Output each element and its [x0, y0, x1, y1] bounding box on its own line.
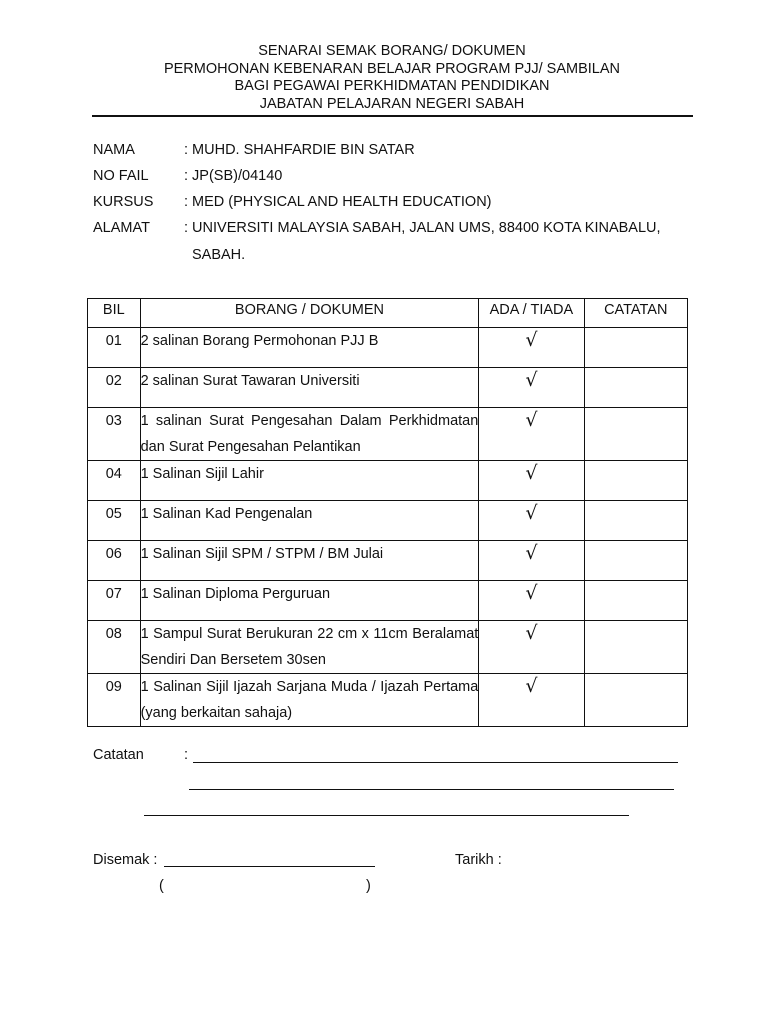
row-catatan [584, 674, 688, 727]
table-row [88, 621, 688, 674]
row-document: 1 Salinan Diploma Perguruan [140, 581, 479, 621]
notes-label: Catatan [93, 747, 144, 763]
header-department: BAGI PEGAWAI PERKHIDMATAN PENDIDIKAN [234, 78, 550, 94]
tarikh-label: Tarikh : [455, 852, 502, 868]
alamat-value-line2: SABAH. [192, 247, 246, 263]
row-document: 2 salinan Surat Tawaran Universiti [140, 368, 479, 408]
kursus-value: : MED (PHYSICAL AND HEALTH EDUCATION) [184, 194, 492, 210]
row-catatan [584, 368, 688, 408]
nofail-label: NO FAIL [93, 168, 149, 184]
row-bil: 03 [88, 408, 141, 461]
checkmark-icon: √ [479, 674, 584, 727]
notes-line-1[interactable] [193, 762, 678, 763]
disemak-label: Disemak : [93, 852, 158, 868]
document-header [0, 43, 768, 113]
table-row [88, 581, 688, 621]
col-header-ada-tiada: ADA / TIADA [479, 299, 584, 328]
row-bil: 02 [88, 368, 141, 408]
header-agency: JABATAN PELAJARAN NEGERI SABAH [259, 95, 525, 112]
checkmark-icon: √ [479, 501, 584, 541]
row-bil: 06 [88, 541, 141, 581]
alamat-value: : UNIVERSITI MALAYSIA SABAH, JALAN UMS, 88400 KOTA KINABALU, [184, 220, 661, 236]
row-document: 2 salinan Borang Permohonan PJJ B [140, 328, 479, 368]
col-header-document: BORANG / DOKUMEN [140, 299, 479, 328]
alamat-label: ALAMAT [93, 220, 150, 236]
table-header-row [88, 299, 688, 328]
name-paren-open: ( [159, 878, 164, 894]
table-row [88, 461, 688, 501]
header-title: SENARAI SEMAK BORANG/ DOKUMEN [258, 43, 526, 59]
checkmark-icon: √ [479, 328, 584, 368]
notes-colon: : [184, 747, 189, 763]
checkmark-icon: √ [479, 368, 584, 408]
header-divider [92, 115, 693, 117]
kursus-label: KURSUS [93, 194, 154, 210]
row-catatan [584, 461, 688, 501]
nama-label: NAMA [93, 142, 135, 158]
checkmark-icon: √ [479, 461, 584, 501]
row-document: 1 Salinan Sijil SPM / STPM / BM Julai [140, 541, 479, 581]
table-row [88, 368, 688, 408]
row-catatan [584, 621, 688, 674]
checkmark-icon: √ [479, 541, 584, 581]
col-header-catatan: CATATAN [584, 299, 688, 328]
checkmark-icon: √ [479, 621, 584, 674]
row-catatan [584, 541, 688, 581]
notes-line-3[interactable] [144, 815, 629, 816]
checkmark-icon: √ [479, 581, 584, 621]
header-subtitle: PERMOHONAN KEBENARAN BELAJAR PROGRAM PJJ/ SAMBILAN [163, 60, 621, 77]
table-row [88, 501, 688, 541]
row-bil: 04 [88, 461, 141, 501]
row-bil: 07 [88, 581, 141, 621]
notes-line-2[interactable] [189, 789, 674, 790]
row-document: 1 Salinan Sijil Lahir [140, 461, 479, 501]
row-catatan [584, 328, 688, 368]
row-catatan [584, 581, 688, 621]
row-bil: 01 [88, 328, 141, 368]
nofail-value: : JP(SB)/04140 [184, 168, 283, 184]
row-bil: 05 [88, 501, 141, 541]
row-catatan [584, 408, 688, 461]
table-row [88, 541, 688, 581]
row-document: 1 Salinan Kad Pengenalan [140, 501, 479, 541]
row-document: 1 Salinan Sijil Ijazah Sarjana Muda / Ijazah Pertama (yang berkaitan sahaja) [140, 674, 479, 727]
nama-value: : MUHD. SHAHFARDIE BIN SATAR [184, 142, 415, 158]
row-bil: 09 [88, 674, 141, 727]
row-document: 1 salinan Surat Pengesahan Dalam Perkhidmatan dan Surat Pengesahan Pelantikan [140, 408, 479, 461]
name-paren-close: ) [366, 878, 371, 894]
checkmark-icon: √ [479, 408, 584, 461]
row-bil: 08 [88, 621, 141, 674]
table-row [88, 328, 688, 368]
row-document: 1 Sampul Surat Berukuran 22 cm x 11cm Beralamat Sendiri Dan Bersetem 30sen [140, 621, 479, 674]
disemak-signature-line[interactable] [164, 866, 375, 867]
col-header-bil: BIL [88, 299, 141, 328]
row-catatan [584, 501, 688, 541]
table-row [88, 408, 688, 461]
document-checklist-table [87, 298, 688, 727]
table-row [88, 674, 688, 727]
